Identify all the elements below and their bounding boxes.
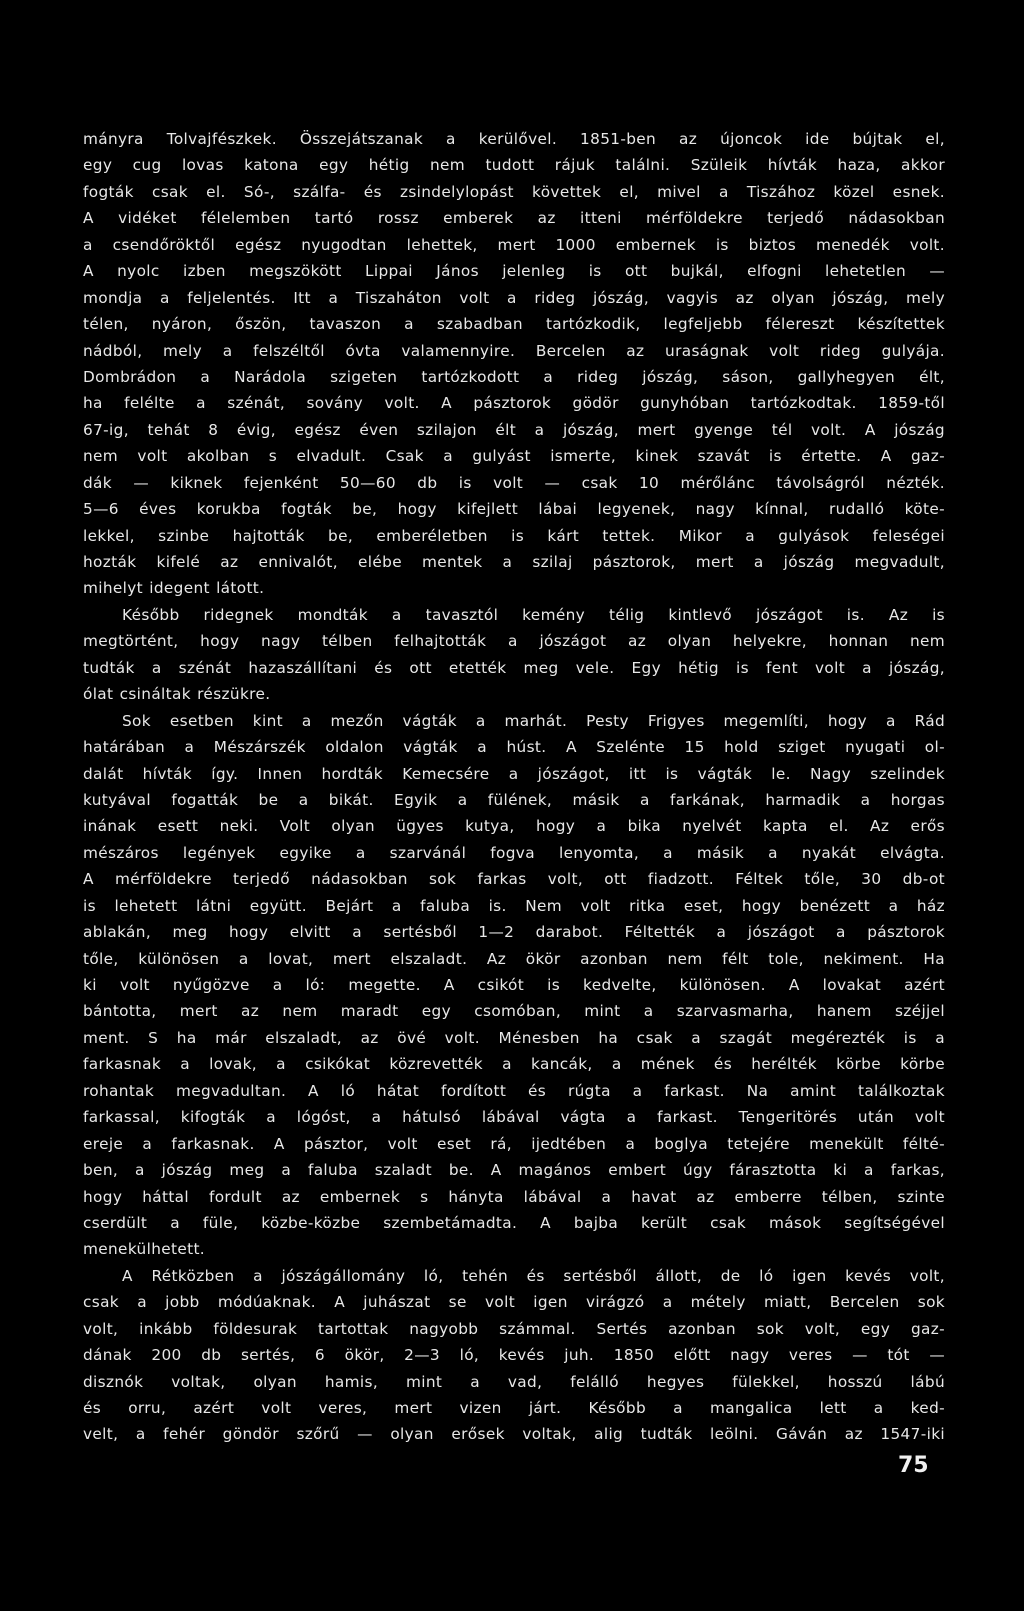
text-line: télen, nyáron, őszön, tavaszon a szabadban tartózkodik, legfeljebb félereszt készítettek [83, 315, 945, 334]
text-line: tudták a szénát hazaszállítani és ott etették meg vele. Egy hétig is fent volt a jószág, [83, 658, 945, 677]
text-line: ablakán, meg hogy elvitt a sertésből 1—2 darabot. Féltették a jószágot a pásztorok [83, 923, 945, 942]
text-line: határában a Mészárszék oldalon vágták a húst. A Szelénte 15 hold sziget nyugati ol- [83, 738, 945, 757]
text-line: dák — kiknek fejenként 50—60 db is volt — csak 10 mérőlánc távolságról nézték. [83, 473, 945, 492]
text-line: a csendőröktől egész nyugodtan lehettek, mert 1000 embernek is biztos menedék volt. [83, 235, 945, 254]
text-line: fogták csak el. Só-, szálfa- és zsindelylopást követtek el, mivel a Tiszához közel esnek. [83, 182, 945, 201]
text-line: menekülhetett. [83, 1240, 206, 1259]
text-line: rohantak megvadultan. A ló hátat fordított és rúgta a farkast. Na amint találkoztak [83, 1081, 945, 1100]
text-line: bántotta, mert az nem maradt egy csomóban, mint a szarvasmarha, hanem széjjel [83, 1002, 945, 1021]
text-line: Sok esetben kint a mezőn vágták a marhát. Pesty Frigyes megemlíti, hogy a Rád [122, 711, 945, 730]
text-line: hozták kifelé az ennivalót, elébe mentek a szilaj pásztorok, mert a jószág megvadult, [83, 553, 945, 571]
text-line: ki volt nyűgözve a ló: megette. A csikót is kedvelte, különösen. A lovakat azért [83, 976, 945, 994]
text-line: lekkel, szinbe hajtották be, emberéletben is kárt tettek. Mikor a gulyások feleségei [83, 526, 945, 545]
text-line: ment. S ha már elszaladt, az övé volt. Ménesben ha csak a szagát megérezték is a [83, 1028, 945, 1047]
text-line: A Rétközben a jószágállomány ló, tehén és sertésből állott, de ló igen kevés volt, [122, 1266, 945, 1285]
text-line: 5—6 éves korukba fogták be, hogy kifejlett lábai legyenek, nagy kínnal, rudalló köte- [83, 500, 945, 519]
text-line: csak a jobb módúaknak. A juhászat se volt igen virágzó a métely miatt, Bercelen sok [83, 1293, 945, 1312]
text-line: Később ridegnek mondták a tavasztól kemény télig kintlevő jószágot is. Az is [122, 605, 945, 624]
text-line: cserdült a füle, közbe-közbe szembetámadta. A bajba került csak mások segítségével [83, 1213, 945, 1232]
text-line: ólat csináltak részükre. [83, 685, 271, 704]
body-text [83, 126, 945, 1448]
text-line: megtörtént, hogy nagy télben felhajtották a jószágot az olyan helyekre, honnan nem [83, 632, 945, 651]
text-line: inának esett neki. Volt olyan ügyes kutya, hogy a bika nyelvét kapta el. Az erős [83, 817, 945, 836]
text-line: A mérföldekre terjedő nádasokban sok farkas volt, ott fiadzott. Féltek tőle, 30 db-ot [83, 870, 945, 889]
text-line: volt, inkább földesurak tartottak nagyobb számmal. Sertés azonban sok volt, egy gaz- [83, 1319, 945, 1338]
text-line: tőle, különösen a lovat, mert elszaladt. Az ökör azonban nem félt tole, nekiment. Ha [83, 949, 945, 968]
text-line: dalát hívták így. Innen hordták Kemecsére a jószágot, itt is vágták le. Nagy szelindek [83, 764, 945, 783]
text-line: kutyával fogatták be a bikát. Egyik a fülének, másik a farkának, harmadik a horgas [83, 790, 945, 809]
text-line: ereje a farkasnak. A pásztor, volt eset rá, ijedtében a boglya tetejére menekült félté- [83, 1134, 945, 1153]
text-line: mészáros legények egyike a szarvánál fogva lenyomta, a másik a nyakát elvágta. [83, 843, 945, 862]
text-line: dának 200 db sertés, 6 ökör, 2—3 ló, kevés juh. 1850 előtt nagy veres — tót — [83, 1346, 945, 1365]
text-line: farkassal, kifogták a lógóst, a hátulsó lábával vágta a farkast. Tengeritörés után volt [83, 1108, 945, 1127]
text-line: A nyolc izben megszökött Lippai János jelenleg is ott bujkál, elfogni lehetetlen — [83, 262, 945, 281]
text-line: mányra Tolvajfészkek. Összejátszanak a kerülővel. 1851-ben az újoncok ide bújtak el, [83, 130, 945, 148]
text-line: Dombrádon a Narádola szigeten tartózkodott a rideg jószág, sáson, gallyhegyen élt, [83, 367, 945, 386]
text-line: és orru, azért volt veres, mert vizen járt. Később a mangalica lett a ked- [83, 1399, 945, 1417]
text-line: ben, a jószág meg a faluba szaladt be. A magános embert úgy fárasztotta ki a farkas, [83, 1161, 945, 1180]
text-line: hogy háttal fordult az embernek s hányta lábával a havat az emberre télben, szinte [83, 1187, 945, 1206]
text-line: 67-ig, tehát 8 évig, egész éven szilajon élt a jószág, mert gyenge tél volt. A jószág [83, 420, 945, 439]
text-line: nádból, mely a felszéltől óvta valamennyire. Bercelen az uraságnak volt rideg gulyája. [83, 341, 945, 360]
text-line: disznók voltak, olyan hamis, mint a vad, felálló hegyes fülekkel, hosszú lábú [83, 1372, 945, 1391]
text-line: mondja a feljelentés. Itt a Tiszaháton volt a rideg jószág, vagyis az olyan jószág, mely [83, 288, 945, 307]
text-line: farkasnak a lovak, a csikókat közrevették a kancák, a mének és herélték körbe körbe [83, 1055, 945, 1074]
text-line: nem volt akolban s elvadult. Csak a gulyást ismerte, kinek szavát is értette. A gaz- [83, 447, 945, 466]
text-line: ha felélte a szénát, sovány volt. A pásztorok gödör gunyhóban tartózkodtak. 1859-től [83, 394, 945, 413]
text-line: egy cug lovas katona egy hétig nem tudott rájuk találni. Szüleik hívták haza, akkor [83, 156, 945, 175]
text-line: mihelyt idegent látott. [83, 579, 265, 598]
text-line: velt, a fehér göndör szőrű — olyan erősek voltak, alig tudták leölni. Gáván az 1547-iki [83, 1425, 945, 1444]
page-number: 75 [898, 1453, 929, 1478]
text-line: is lehetett látni együtt. Bejárt a faluba is. Nem volt ritka eset, hogy benézett a ház [83, 896, 945, 915]
text-line: A vidéket félelemben tartó rossz emberek az itteni mérföldekre terjedő nádasokban [83, 209, 945, 228]
